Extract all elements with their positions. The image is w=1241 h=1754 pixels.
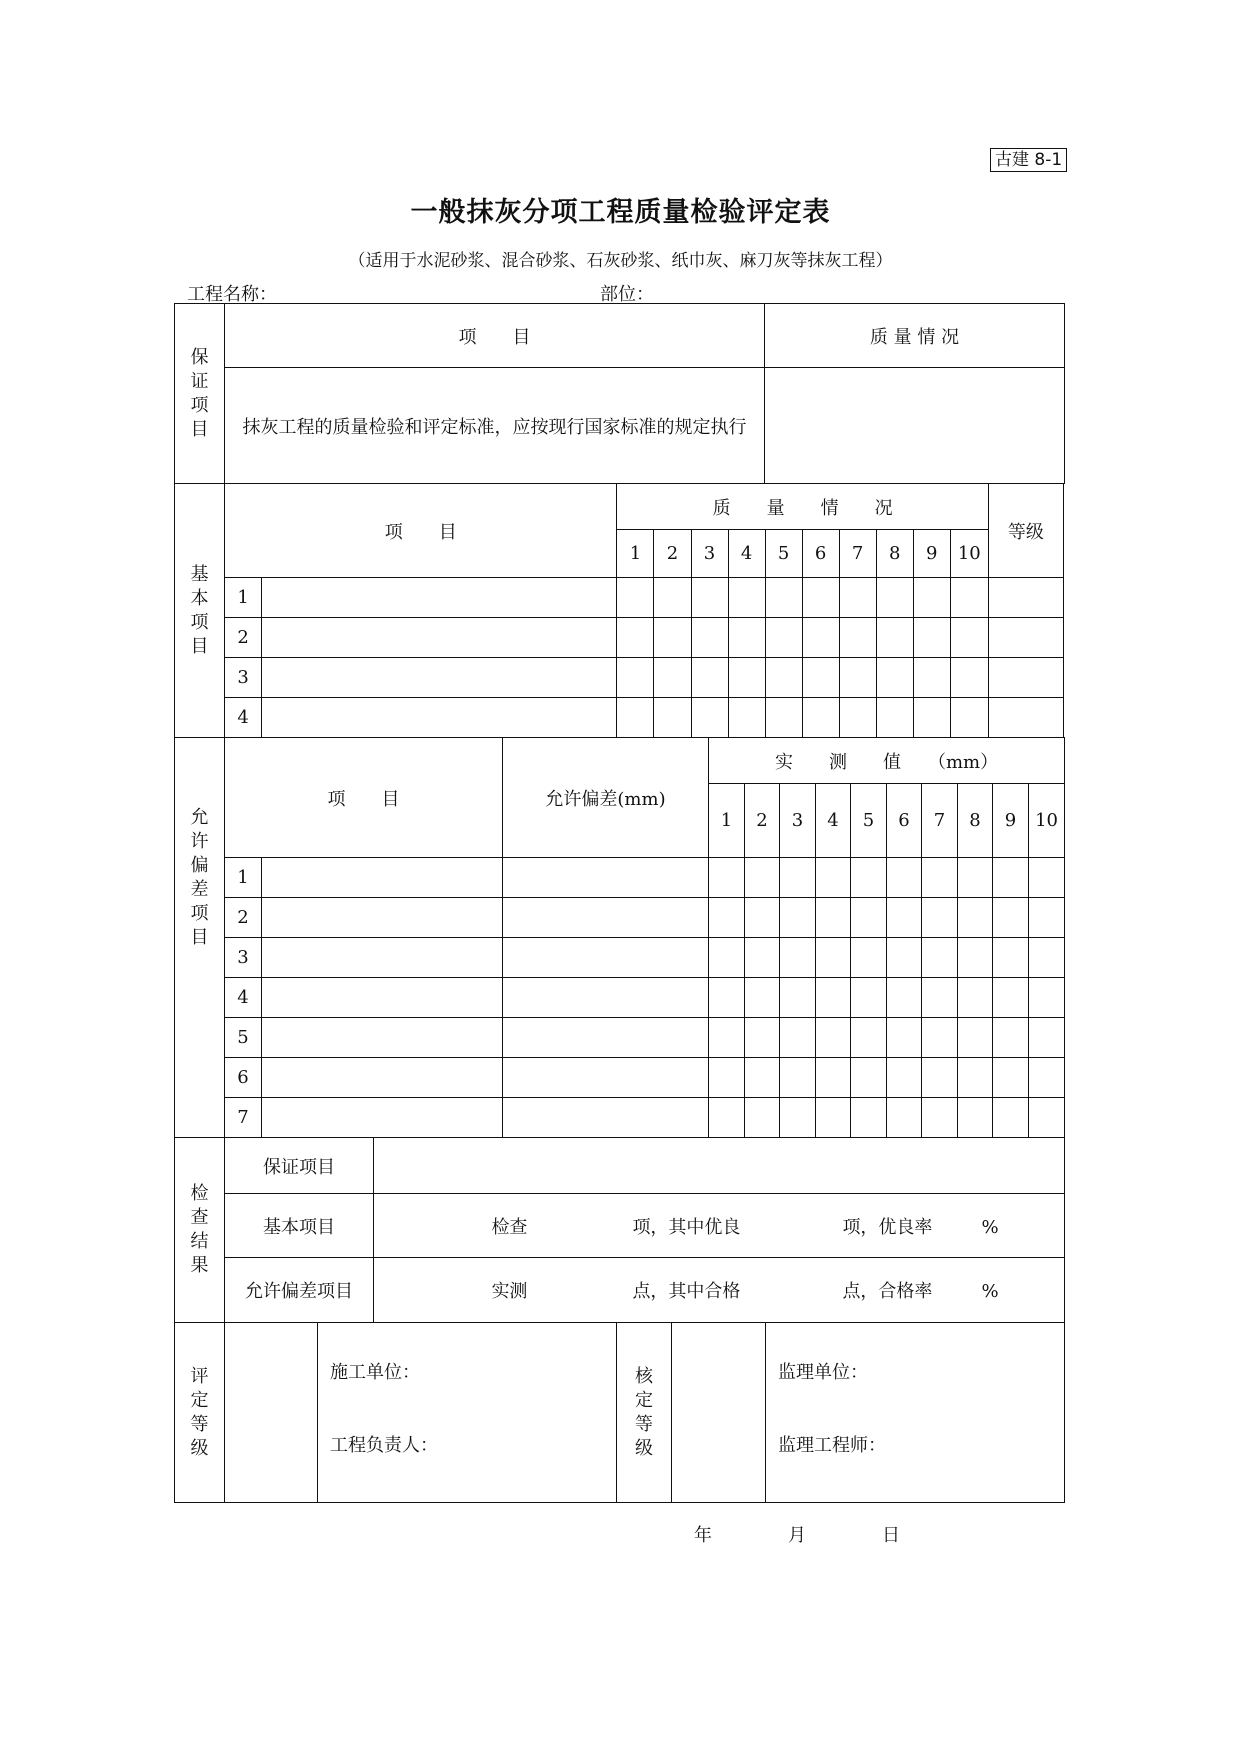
basic-col-number: 6 [802, 530, 839, 578]
location-label: 部位： [600, 284, 654, 305]
supervision-unit-label: 监理单位： [778, 1362, 868, 1383]
construction-unit-label: 施工单位： [330, 1362, 420, 1383]
table-row [175, 938, 1065, 978]
measured-col-number: 2 [745, 784, 780, 858]
basic-col-number: 7 [839, 530, 876, 578]
basic-col-number: 3 [691, 530, 728, 578]
item-cell[interactable] [262, 858, 503, 898]
basic-col-number: 2 [654, 530, 691, 578]
check-basic-line[interactable] [374, 1194, 1065, 1258]
row-number: 2 [225, 898, 262, 938]
allowed-cell[interactable] [503, 1058, 709, 1098]
date-day-label: 日 [882, 1525, 900, 1546]
construction-sign-area[interactable] [318, 1323, 617, 1503]
item-cell[interactable] [262, 898, 503, 938]
project-name-label: 工程名称： [187, 284, 277, 305]
supervisor-label: 监理工程师： [778, 1435, 886, 1456]
tolerance-side-label: 允 许 偏 差 项 目 [175, 738, 225, 1138]
allowed-cell[interactable] [503, 858, 709, 898]
check-result-section [174, 1137, 1065, 1323]
row-number: 1 [225, 578, 262, 618]
basic-side-label: 基 本 项 目 [175, 484, 225, 738]
project-leader-label: 工程负责人： [330, 1435, 438, 1456]
allowed-cell[interactable] [503, 1098, 709, 1138]
allowed-cell[interactable] [503, 978, 709, 1018]
measured-col-number: 4 [816, 784, 851, 858]
basic-col-number: 10 [950, 530, 988, 578]
check-tolerance-part: 点，其中合格 [632, 1281, 741, 1302]
allowed-cell[interactable] [503, 938, 709, 978]
check-guarantee-label: 保证项目 [225, 1138, 374, 1194]
table-row [175, 1058, 1065, 1098]
basic-col-number: 5 [765, 530, 802, 578]
guarantee-content: 抹灰工程的质量检验和评定标准，应按现行国家标准的规定执行 [225, 368, 765, 484]
row-number: 7 [225, 1098, 262, 1138]
supervision-sign-area[interactable] [766, 1323, 1065, 1503]
evaluation-grade-cell[interactable] [225, 1323, 318, 1503]
page-title: 一般抹灰分项工程质量检验评定表 [410, 197, 831, 228]
table-row [175, 578, 1064, 618]
check-tolerance-line[interactable] [374, 1258, 1065, 1323]
allowed-cell[interactable] [503, 898, 709, 938]
guarantee-side-label: 保 证 项 目 [175, 304, 225, 484]
evaluation-section [174, 1322, 1065, 1503]
tolerance-item-header: 项 目 [225, 738, 503, 858]
measured-col-number: 10 [1029, 784, 1065, 858]
check-result-side-label: 检 查 结 果 [175, 1138, 225, 1323]
verify-grade-cell[interactable] [672, 1323, 766, 1503]
guarantee-item-header: 项 目 [225, 304, 765, 368]
row-number: 1 [225, 858, 262, 898]
measured-col-number: 8 [958, 784, 993, 858]
table-row [175, 658, 1064, 698]
grade-cell[interactable] [988, 578, 1063, 618]
check-tolerance-label: 允许偏差项目 [225, 1258, 374, 1323]
basic-grade-header: 等级 [988, 484, 1063, 578]
row-number: 3 [225, 938, 262, 978]
measured-value-header: 实 测 值 （mm） [709, 738, 1065, 784]
check-basic-part: 项，优良率 [842, 1216, 933, 1238]
page-subtitle: （适用于水泥砂浆、混合砂浆、石灰砂浆、纸巾灰、麻刀灰等抹灰工程） [348, 251, 893, 271]
check-tolerance-part: 点，合格率 [842, 1281, 933, 1302]
table-row [175, 1018, 1065, 1058]
basic-section [174, 483, 1064, 738]
measured-col-number: 6 [887, 784, 922, 858]
check-tolerance-part: 实测 [491, 1281, 528, 1302]
table-row [175, 698, 1064, 738]
grade-cell[interactable] [988, 698, 1063, 738]
guarantee-section [174, 303, 1065, 484]
measured-col-number: 1 [709, 784, 745, 858]
item-cell[interactable] [262, 938, 503, 978]
row-number: 6 [225, 1058, 262, 1098]
basic-quality-header: 质 量 情 况 [617, 484, 988, 530]
guarantee-quality-cell[interactable] [765, 368, 1065, 484]
measured-col-number: 3 [780, 784, 816, 858]
item-cell[interactable] [262, 978, 503, 1018]
table-row [175, 858, 1065, 898]
check-basic-part: % [981, 1216, 999, 1238]
grade-cell[interactable] [988, 658, 1063, 698]
item-cell[interactable] [262, 698, 617, 738]
measured-col-number: 9 [993, 784, 1029, 858]
allowed-cell[interactable] [503, 1018, 709, 1058]
row-number: 4 [225, 978, 262, 1018]
form-code: 古建 8-1 [990, 148, 1067, 172]
item-cell[interactable] [262, 1018, 503, 1058]
verify-grade-label: 核 定 等 级 [617, 1323, 672, 1503]
item-cell[interactable] [262, 658, 617, 698]
measured-col-number: 5 [851, 784, 887, 858]
table-row [175, 618, 1064, 658]
row-number: 2 [225, 618, 262, 658]
check-basic-label: 基本项目 [225, 1194, 374, 1258]
table-row [175, 978, 1065, 1018]
basic-col-number: 1 [617, 530, 654, 578]
item-cell[interactable] [262, 618, 617, 658]
row-number: 5 [225, 1018, 262, 1058]
grade-cell[interactable] [988, 618, 1063, 658]
item-cell[interactable] [262, 1058, 503, 1098]
measured-col-number: 7 [922, 784, 958, 858]
row-number: 4 [225, 698, 262, 738]
basic-col-number: 9 [913, 530, 950, 578]
item-cell[interactable] [262, 578, 617, 618]
check-basic-part: 检查 [491, 1216, 528, 1238]
basic-col-number: 8 [876, 530, 913, 578]
guarantee-quality-header: 质 量 情 况 [765, 304, 1065, 368]
allowed-deviation-header: 允许偏差(mm) [503, 738, 709, 858]
evaluation-side-label: 评 定 等 级 [175, 1323, 225, 1503]
row-number: 3 [225, 658, 262, 698]
table-row [175, 898, 1065, 938]
date-year-label: 年 [694, 1525, 712, 1546]
item-cell[interactable] [262, 1098, 503, 1138]
basic-col-number: 4 [728, 530, 765, 578]
check-tolerance-part: % [981, 1281, 999, 1302]
check-guarantee-value[interactable] [374, 1138, 1065, 1194]
check-basic-part: 项，其中优良 [632, 1216, 741, 1238]
table-row [175, 1098, 1065, 1138]
basic-item-header: 项 目 [225, 484, 617, 578]
tolerance-section [174, 737, 1065, 1138]
date-month-label: 月 [788, 1525, 806, 1546]
